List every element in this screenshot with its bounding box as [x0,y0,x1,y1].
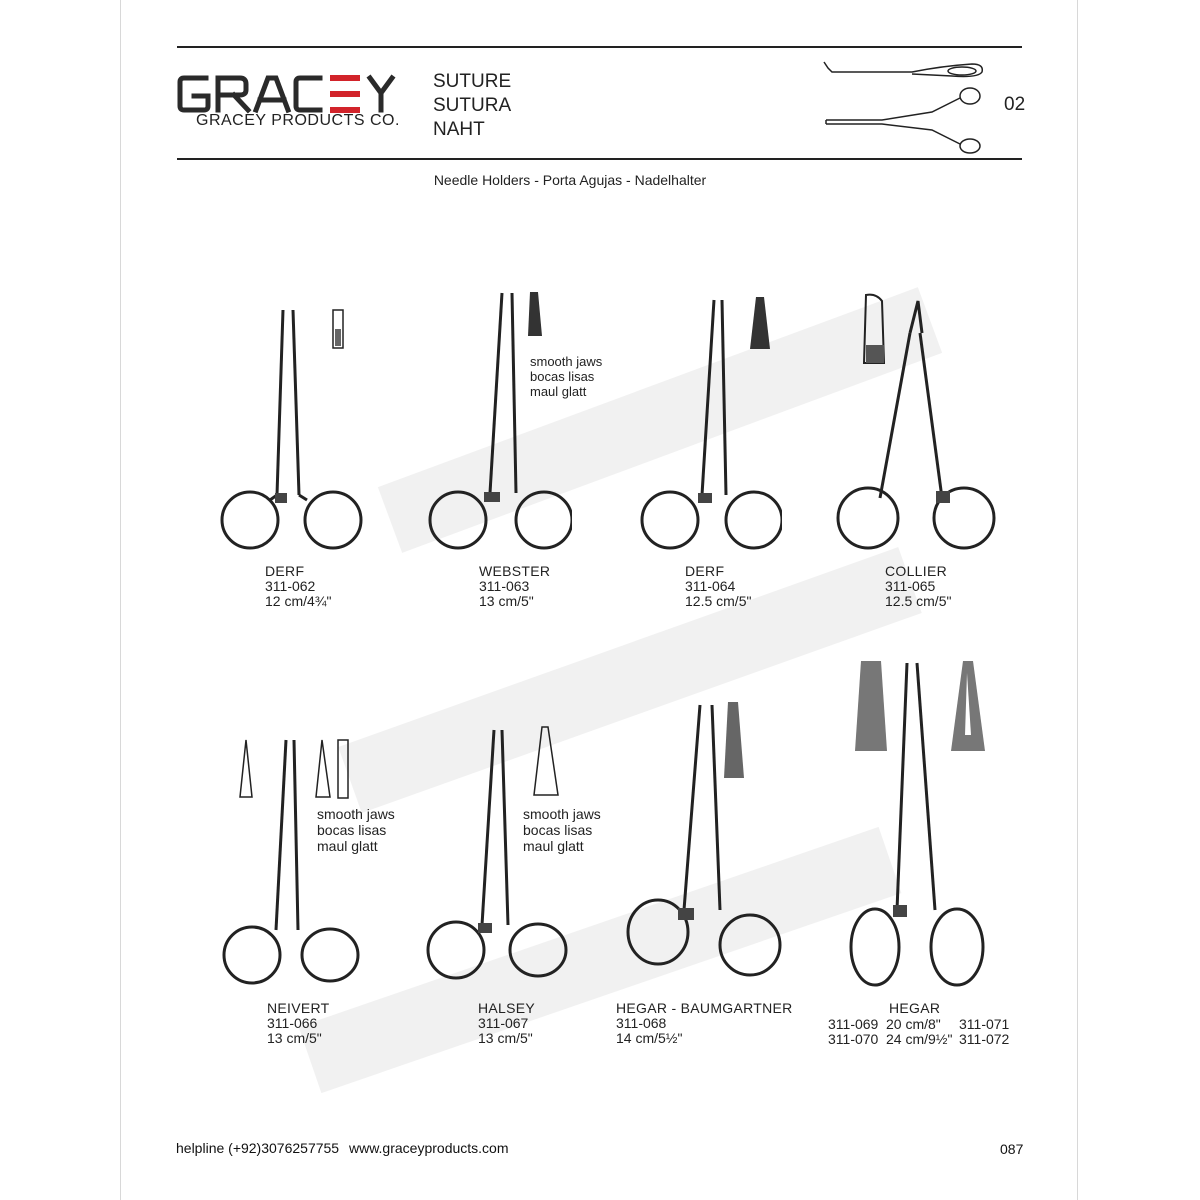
note-halsey-line-1: smooth jaws [523,806,601,822]
page-number: 087 [1000,1141,1024,1157]
collier-311-065-illustration [832,293,1002,555]
category-subtitle-text: Needle Holders - Porta Agujas - Nadelhalter [433,172,707,188]
item-code: 311-063 [479,578,530,594]
caption-311-068 [616,1001,793,1046]
header-top-rule [177,46,1022,48]
item-size: 12.5 cm/5" [885,593,952,609]
item-name: NEIVERT [267,1000,330,1016]
hegar-code-a: 311-070 [828,1031,879,1047]
note-neivert-line-3: maul glatt [317,838,378,854]
note-halsey [523,806,601,854]
hegar-size: 20 cm/8" [886,1016,941,1032]
section-title-en: SUTURE [433,71,512,92]
hegar-variant-row [828,1017,1009,1032]
footer-contact [176,1140,515,1156]
header-bottom-rule [177,158,1022,160]
item-code: 311-067 [478,1015,529,1031]
item-code: 311-064 [685,578,736,594]
note-webster-line-1: smooth jaws [530,354,603,369]
section-title-de: NAHT [433,119,485,140]
item-code: 311-068 [616,1015,667,1031]
webster-311-063-illustration [422,288,572,553]
header-instrument-illustration [822,58,992,154]
derf-311-064-illustration [632,295,782,555]
item-name: DERF [685,563,725,579]
note-halsey-line-2: bocas lisas [523,822,593,838]
neivert-311-066-illustration [218,735,368,985]
caption-311-062 [265,564,331,609]
item-size: 12 cm/4¾" [265,593,332,609]
note-halsey-line-3: maul glatt [523,838,584,854]
item-name: DERF [265,563,305,579]
note-neivert-line-2: bocas lisas [317,822,387,838]
item-name: HALSEY [478,1000,536,1016]
item-size: 13 cm/5" [267,1030,322,1046]
item-name: HEGAR [889,1000,941,1016]
note-neivert [317,806,395,854]
hegar-code-b: 311-072 [959,1031,1010,1047]
item-size: 13 cm/5" [478,1030,533,1046]
caption-hegar-name [889,1001,940,1016]
item-name: WEBSTER [479,563,551,579]
item-code: 311-062 [265,578,316,594]
hegar-311-069-illustration [845,655,1015,990]
section-number: 02 [1004,94,1026,115]
note-webster-line-2: bocas lisas [530,369,595,384]
hegar-variants-table [828,1017,1009,1047]
note-webster-line-3: maul glatt [530,384,587,399]
derf-311-062-illustration [215,305,365,555]
item-name: COLLIER [885,563,948,579]
category-subtitle [0,172,1140,188]
website-link[interactable]: www.graceyproducts.com [348,1140,509,1156]
note-neivert-line-1: smooth jaws [317,806,395,822]
item-size: 14 cm/5½" [616,1030,683,1046]
company-name: GRACEY PRODUCTS CO. [196,112,400,129]
item-size: 12.5 cm/5" [685,593,752,609]
caption-311-064 [685,564,751,609]
item-size: 13 cm/5" [479,593,534,609]
caption-311-066 [267,1001,330,1046]
section-title [433,70,511,142]
caption-311-063 [479,564,550,609]
helpline: helpline (+92)3076257755 [176,1140,340,1156]
hegar-size: 24 cm/9½" [886,1031,953,1047]
hegar-baumgartner-311-068-illustration [620,700,790,990]
caption-311-065 [885,564,951,609]
hegar-variant-row [828,1032,1009,1047]
caption-311-067 [478,1001,535,1046]
hegar-code-b: 311-071 [959,1016,1010,1032]
hegar-code-a: 311-069 [828,1016,879,1032]
note-webster [530,354,602,399]
item-code: 311-065 [885,578,936,594]
item-name: HEGAR - BAUMGARTNER [616,1000,793,1016]
item-code: 311-066 [267,1015,318,1031]
section-title-es: SUTURA [433,95,512,116]
gracey-logo [176,72,398,116]
